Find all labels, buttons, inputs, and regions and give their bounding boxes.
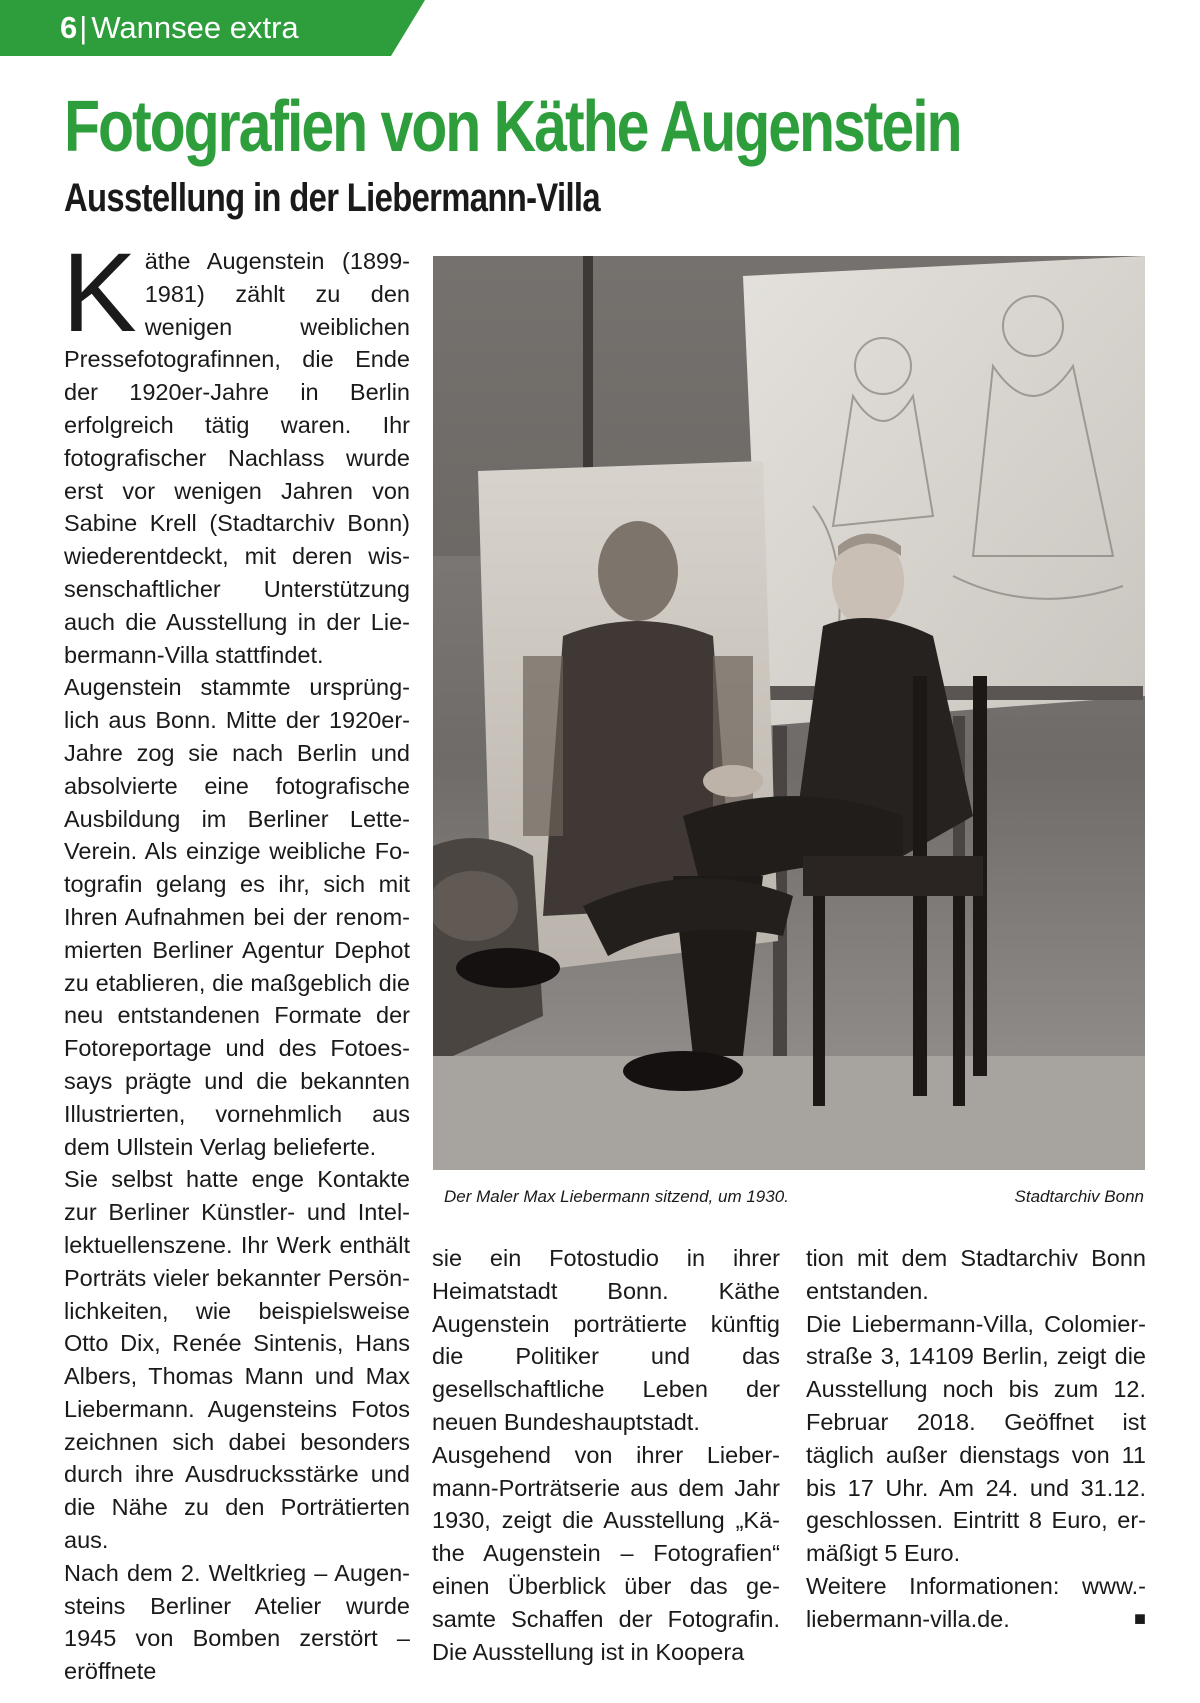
paragraph: sie ein Fotostudio in ihrer Heimatstadt Bonn. Käthe Augenstein porträtierte künftig die Politiker und das gesellschaftliche Leben der neuen Bundeshauptstadt. (432, 1245, 780, 1435)
paragraph (62, 230, 410, 671)
paragraph (806, 1570, 1146, 1636)
paragraph: Sie selbst hatte enge Kontakte zur Berliner Künstler- und Intellektuellenszene. Ihr Werk enthält Porträts vieler bekannter Persönlichkeiten, wie beispielsweise Otto Dix, Renée Sintenis, Hans Albers, Thomas Mann und Max Liebermann. Augensteins Fotos zeichnen sich dabei besonders durch ihre Ausdrucksstärke und die Nähe zu den Porträtierten aus. (64, 1166, 410, 1554)
paragraph: Die Liebermann-Villa, Colomierstraße 3, 14109 Berlin, zeigt die Ausstellung noch bis zum 12. Februar 2018. Geöffnet ist täglich außer dienstags von 11 bis 17 Uhr. Am 24. und 31.12. geschlossen. Eintritt 8 Euro, ermäßigt 5 Euro. (806, 1310, 1146, 1567)
photo-caption: Der Maler Max Liebermann sitzend, um 1930. (444, 1187, 789, 1206)
photo-credit: Stadtarchiv Bonn (1014, 1187, 1144, 1206)
paragraph-text: Weitere Informationen: www.liebermann-villa.de. (806, 1572, 1146, 1632)
end-mark: ■ (1133, 1607, 1146, 1630)
text-column-2 (432, 1242, 780, 1668)
paragraph: Augenstein stammte ursprünglich aus Bonn. Mitte der 1920er-Jahre zog sie nach Berlin und absolvierte eine fotografische Ausbildung im Berliner Lette-Verein. Als einzige weibliche Fotografin gelang es ihr, sich mit Ihren Aufnahmen bei der renommierten Berliner Agentur Dephot zu etablieren, die maßgeblich die neu entstandenen Formate der Fotoreportage und des Fotoessays prägte und die bekannten Illustrierten, vornehmlich aus dem Ullstein Verlag belieferte. (64, 674, 410, 1160)
article-photo (433, 256, 1145, 1170)
header-separator: | (79, 10, 88, 45)
drop-cap: K (62, 230, 137, 355)
paragraph: Ausgehend von ihrer Liebermann-Porträtserie aus dem Jahr 1930, zeigt die Ausstellung „Käthe Augenstein – Fotografien“ einen Überblick über das gesamte Schaffen der Fotografin. Die Ausstellung ist in Koopera (432, 1441, 780, 1665)
text-column-3 (806, 1242, 1146, 1636)
article-headline: Fotografien von Käthe Augenstein (64, 87, 961, 167)
paragraph: tion mit dem Stadtarchiv Bonn entstanden. (806, 1245, 1146, 1304)
paragraph-text: äthe Augenstein (1899-1981) zählt zu den wenigen weiblichen Pressefotografinnen, die Ende der 1920er-Jahre in Berlin erfolgreich tätig waren. Ihr fotografischer Nachlass wurde erst vor wenigen Jahren von Sabine Krell (Stadtarchiv Bonn) wiederentdeckt, mit deren wissenschaftlicher Unterstützung auch die Ausstellung in der Liebermann-Villa stattfindet. (64, 248, 410, 668)
section-name: Wannsee extra (91, 10, 299, 45)
article-subheadline: Ausstellung in der Liebermann-Villa (64, 176, 600, 220)
text-column-1 (62, 230, 410, 1688)
page-number: 6 (60, 10, 78, 45)
section-header (60, 10, 299, 46)
photo-illustration (433, 256, 1145, 1170)
paragraph: Nach dem 2. Weltkrieg – Augensteins Berliner Atelier wurde 1945 von Bomben zerstört – eröffnete (64, 1559, 410, 1685)
